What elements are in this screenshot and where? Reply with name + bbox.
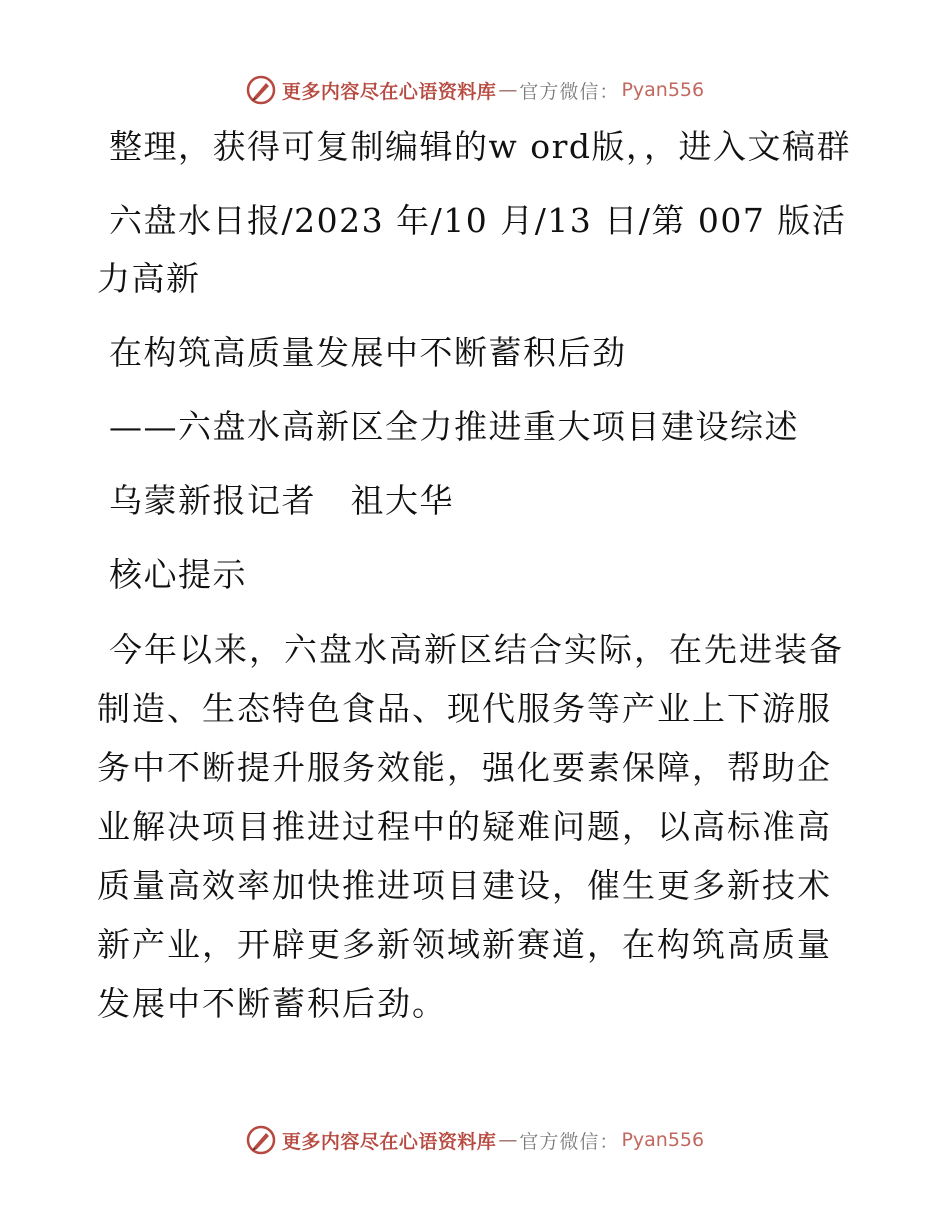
document-body [97, 118, 857, 1049]
intro-note: 整理，获得可复制编辑的w ord版，，进入文稿群 [109, 127, 852, 166]
watermark-header [0, 70, 950, 110]
watermark-dash: — [498, 79, 518, 101]
watermark-site-text: 更多内容尽在心语资料库 [281, 1130, 497, 1153]
source-line: 六盘水日报/2023 年/10 月/13 日/第 007 版活力高新 [97, 201, 847, 298]
quill-logo-icon [246, 1125, 276, 1155]
watermark-footer [0, 1120, 950, 1160]
watermark-site-text: 更多内容尽在心语资料库 [281, 80, 497, 103]
watermark-wechat-label: 官方微信： [519, 1130, 620, 1153]
section-heading: 核心提示 [109, 555, 247, 594]
quill-logo-icon [246, 75, 276, 105]
watermark-wechat-id: Pyan556 [621, 1129, 705, 1151]
summary-paragraph: 今年以来，六盘水高新区结合实际，在先进装备制造、生态特色食品、现代服务等产业上下游服务中不断提升服务效能，强化要素保障，帮助企业解决项目推进过程中的疑难问题，以高标准高质量高效率加快推进项目建设，催生更多新技术新产业，开辟更多新领域新赛道，在构筑高质量发展中不断蓄积后劲。 [97, 630, 844, 1023]
article-subtitle: ——六盘水高新区全力推进重大项目建设综述 [109, 407, 799, 446]
watermark-wechat-id: Pyan556 [621, 79, 705, 101]
watermark-wechat-label: 官方微信： [519, 80, 620, 103]
watermark-dash: — [498, 1129, 518, 1151]
article-title: 在构筑高质量发展中不断蓄积后劲 [109, 333, 627, 372]
byline: 乌蒙新报记者 祖大华 [109, 481, 454, 520]
